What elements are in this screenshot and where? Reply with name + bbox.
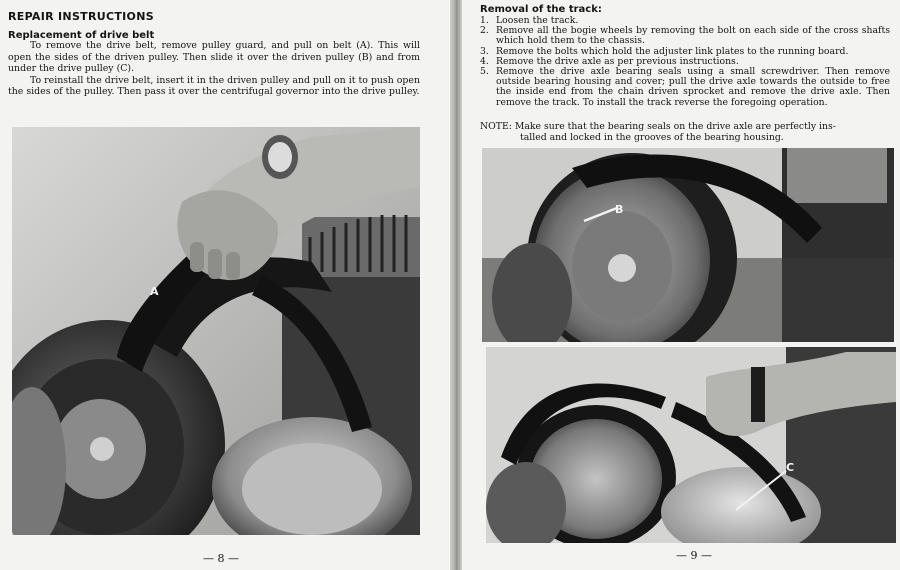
list-item: 4. Remove the drive axle as per previous instructions. [480,55,739,67]
note-block [480,122,890,143]
note-label: NOTE: [480,121,512,132]
note-text-continued: talled and locked in the grooves of the bearing housing. [520,131,784,143]
page-right [462,0,900,570]
list-item: 5. Remove the drive axle bearing seals using a small screwdriver. Then remove outside bearing housing and cover; pull the drive axle towards the outside to free the inside end from the chain driven sprocket and remove the drive axle. Then remove the track. To install the track reverse the foregoing operation. [480,66,890,108]
note-text: Make sure that the bearing seals on the drive axle are perfectly ins- [514,121,836,132]
callout-b: B [615,203,624,216]
page-number: — 9 — [676,549,712,562]
track-pulley-photo-bottom [486,347,896,543]
page-heading: REPAIR INSTRUCTIONS [8,10,154,23]
steps-list [480,16,890,108]
section-heading: Replacement of drive belt [8,30,155,41]
paragraph: To reinstall the drive belt, insert it in the driven pulley and pull on it to push open the sides of the pulley. Then pass it over the centrifugal governor into the drive pulley. [8,74,420,97]
list-item: 1. Loosen the track. [480,15,579,26]
section-heading: Removal of the track: [480,4,602,15]
drive-belt-photo [12,127,420,535]
track-pulley-photo-top [482,148,894,342]
page-number: — 8 — [203,552,239,565]
callout-c: C [786,461,795,474]
instructions-body [8,40,420,98]
book-gutter [450,0,462,570]
list-item: 3. Remove the bolts which hold the adjuster link plates to the running board. [480,45,849,57]
list-item: 2. Remove all the bogie wheels by removing the bolt on each side of the cross shafts which hold them to the chassis. [480,25,890,47]
paragraph: To remove the drive belt, remove pulley guard, and pull on belt (A). This will open the sides of the driven pulley. Then slide it over the driven pulley (B) and from under the drive pulley (C). [8,40,420,74]
callout-a: A [150,285,159,298]
